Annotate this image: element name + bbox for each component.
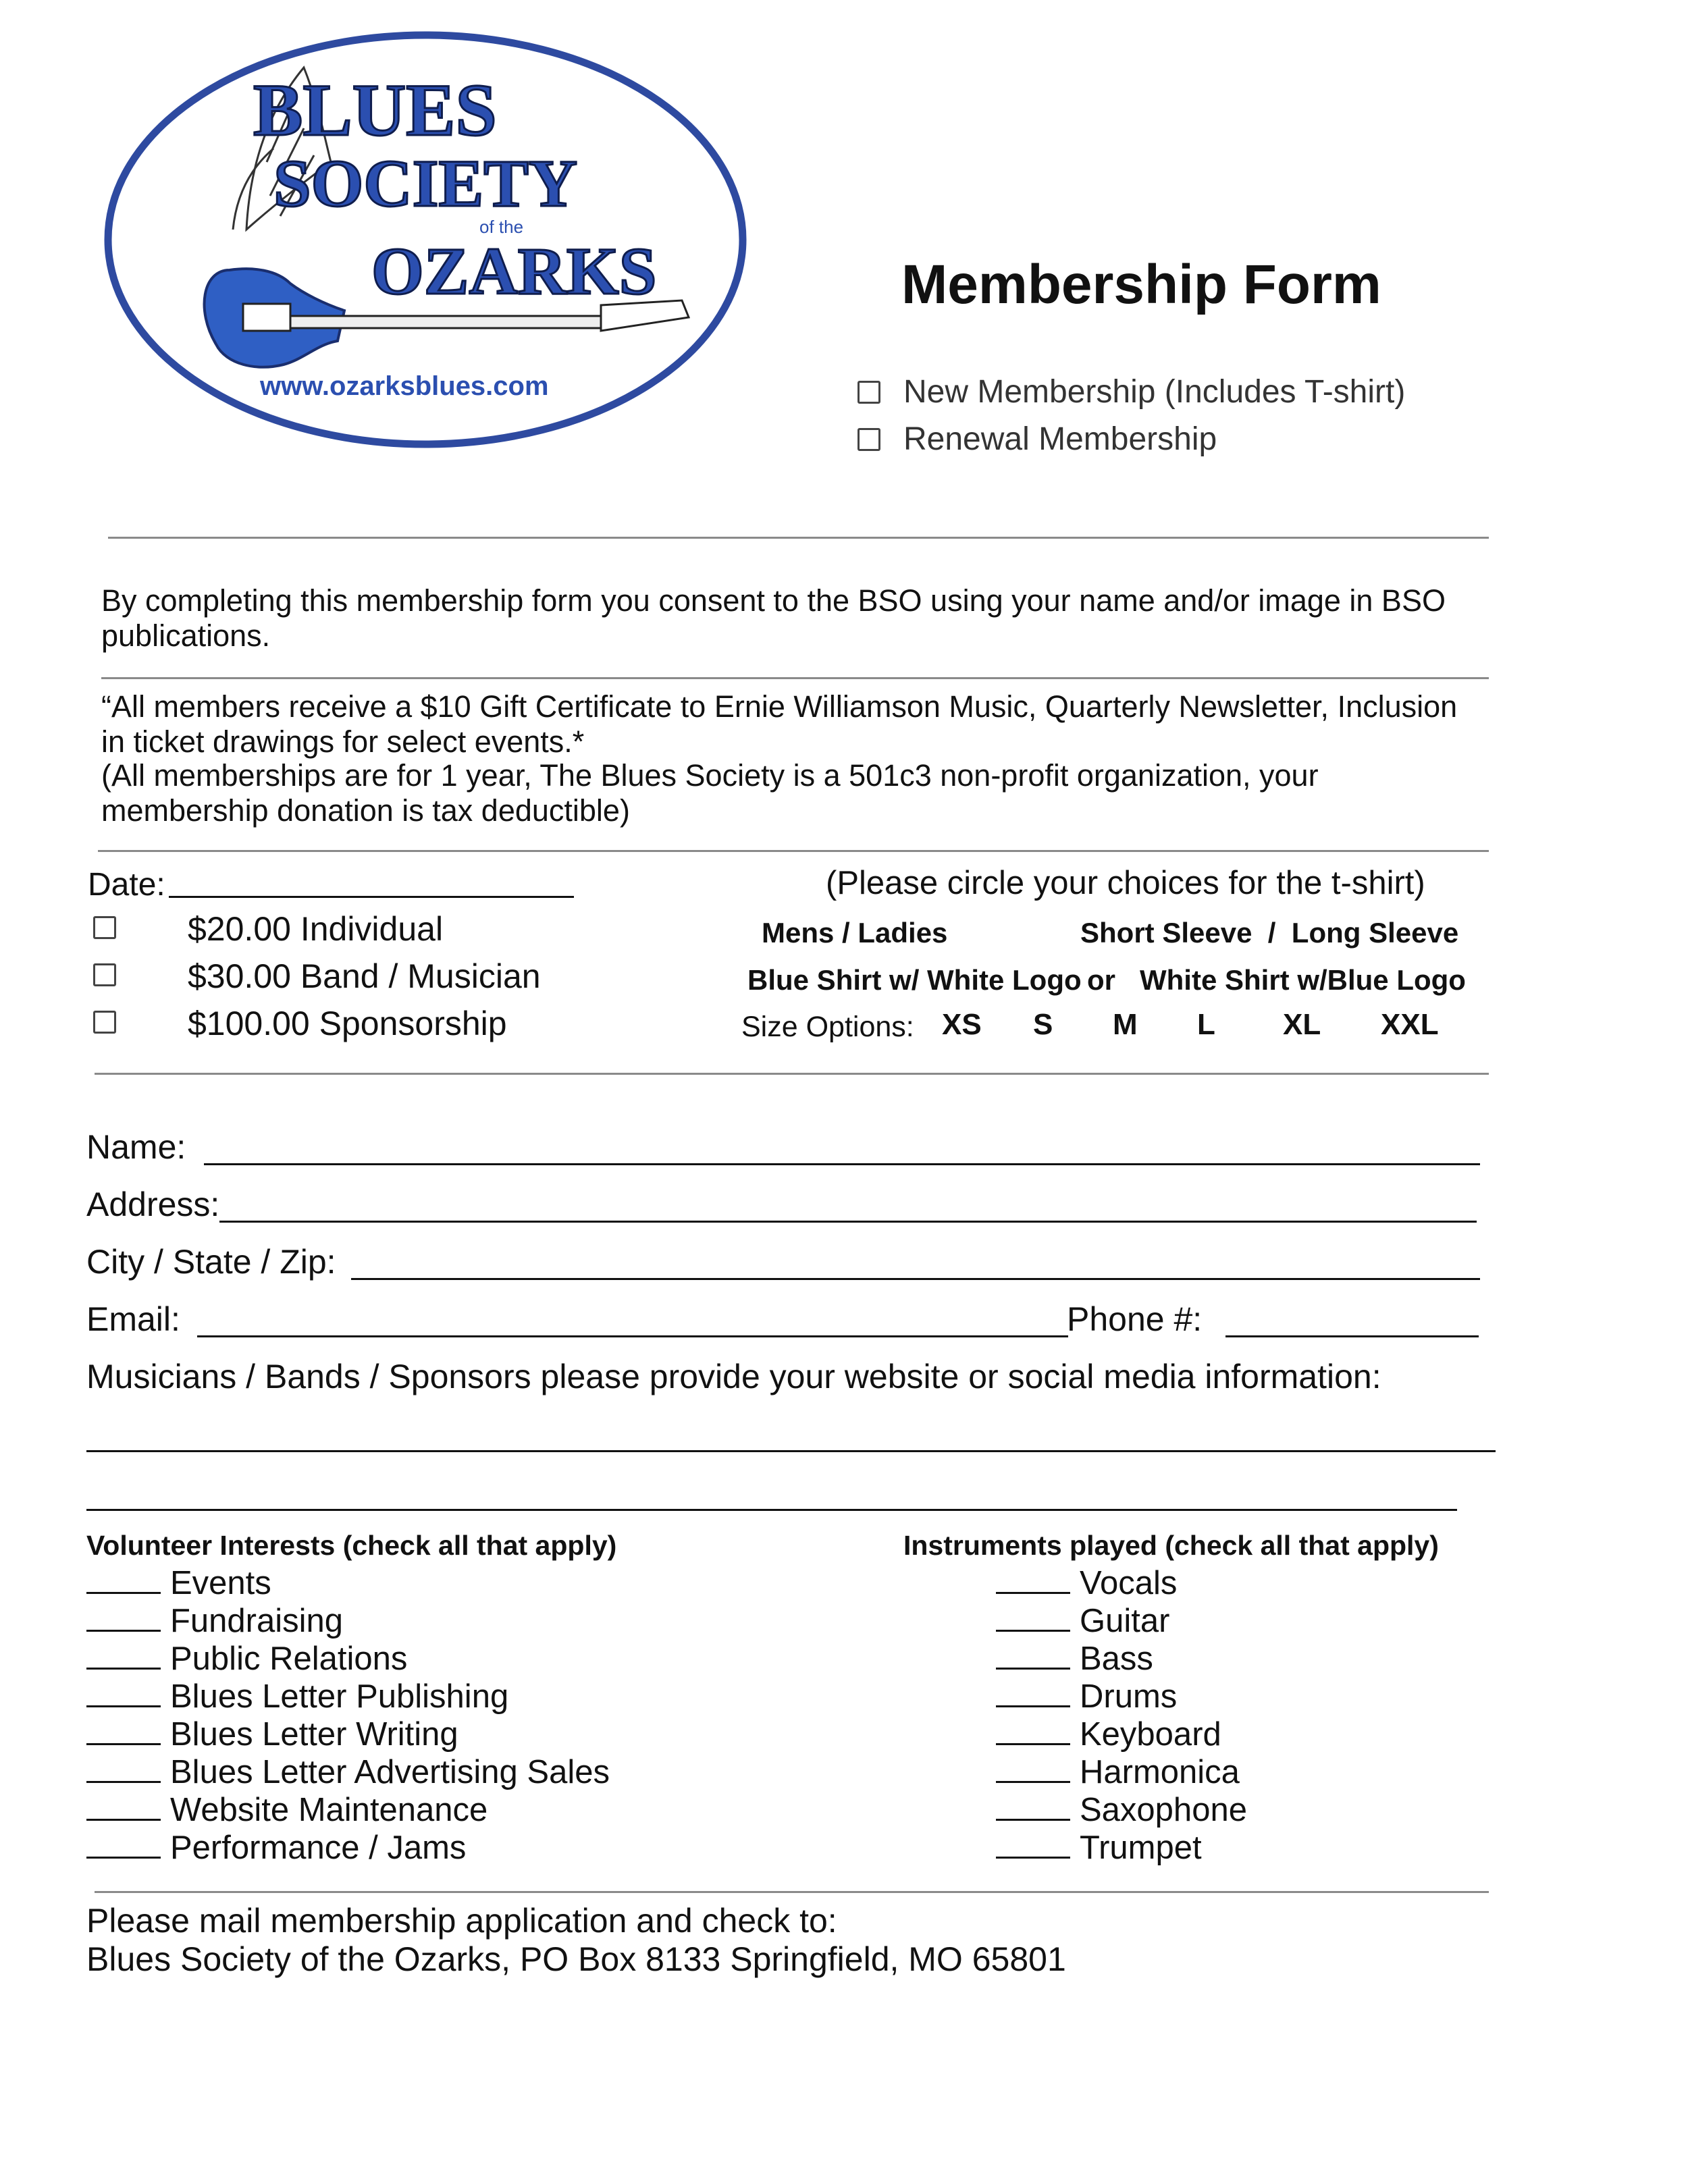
divider xyxy=(108,537,1489,539)
volunteer-item[interactable]: Blues Letter Advertising Sales xyxy=(86,1753,610,1791)
phone-label: Phone #: xyxy=(1067,1300,1203,1338)
size-l[interactable]: L xyxy=(1197,1008,1215,1041)
address-input[interactable] xyxy=(219,1221,1477,1223)
date-label: Date: xyxy=(88,867,165,903)
logo-line4: OZARKS xyxy=(371,234,657,309)
instrument-item[interactable]: Harmonica xyxy=(996,1753,1240,1791)
consent-text: By completing this membership form you consent to the BSO using your name and/or image in BSO publications. xyxy=(101,583,1446,653)
divider xyxy=(101,677,1489,679)
tshirt-color-b[interactable]: White Shirt w/Blue Logo xyxy=(1140,964,1466,996)
mail-address: Blues Society of the Ozarks, PO Box 8133 Springfield, MO 65801 xyxy=(86,1940,1066,1978)
instrument-item[interactable]: Vocals xyxy=(996,1564,1177,1602)
volunteer-item[interactable]: Website Maintenance xyxy=(86,1790,487,1829)
size-options-label: Size Options: xyxy=(741,1011,914,1043)
level-band-checkbox[interactable] xyxy=(93,963,116,986)
name-label: Name: xyxy=(86,1128,186,1166)
renewal-membership-label: Renewal Membership xyxy=(903,421,1217,457)
level-sponsorship-label: $100.00 Sponsorship xyxy=(188,1005,507,1042)
phone-input[interactable] xyxy=(1225,1335,1479,1337)
city-label: City / State / Zip: xyxy=(86,1243,336,1281)
tshirt-sleeve[interactable]: Short Sleeve / Long Sleeve xyxy=(1080,917,1459,949)
level-individual-label: $20.00 Individual xyxy=(188,910,444,948)
social-input-line2[interactable] xyxy=(86,1509,1457,1511)
volunteer-item[interactable]: Blues Letter Writing xyxy=(86,1715,458,1753)
check-blank[interactable] xyxy=(86,1828,161,1859)
instrument-item[interactable]: Bass xyxy=(996,1639,1153,1678)
tshirt-instruction: (Please circle your choices for the t-shirt) xyxy=(826,865,1425,901)
tshirt-or: or xyxy=(1087,964,1115,996)
social-input-line1[interactable] xyxy=(86,1450,1496,1452)
new-membership-label: New Membership (Includes T-shirt) xyxy=(903,374,1406,410)
volunteer-heading: Volunteer Interests (check all that apply) xyxy=(86,1530,617,1561)
logo-website: www.ozarksblues.com xyxy=(260,371,549,401)
social-label: Musicians / Bands / Sponsors please provide your website or social media information: xyxy=(86,1358,1381,1395)
level-band-label: $30.00 Band / Musician xyxy=(188,957,541,995)
level-sponsorship-checkbox[interactable] xyxy=(93,1011,116,1034)
date-input[interactable] xyxy=(169,896,574,898)
instrument-item[interactable]: Saxophone xyxy=(996,1790,1247,1829)
check-blank[interactable] xyxy=(996,1564,1070,1594)
volunteer-item[interactable]: Events xyxy=(86,1564,271,1602)
volunteer-item[interactable]: Fundraising xyxy=(86,1601,343,1640)
check-blank[interactable] xyxy=(86,1639,161,1670)
new-membership-checkbox[interactable] xyxy=(858,381,880,404)
divider xyxy=(98,850,1489,852)
logo-line1: BLUES xyxy=(253,69,497,151)
page-title: Membership Form xyxy=(901,254,1381,315)
divider xyxy=(95,1891,1489,1893)
name-input[interactable] xyxy=(204,1163,1480,1165)
instrument-item[interactable]: Keyboard xyxy=(996,1715,1221,1753)
check-blank[interactable] xyxy=(996,1601,1070,1632)
logo-line2: SOCIETY xyxy=(273,146,578,221)
check-blank[interactable] xyxy=(996,1715,1070,1745)
address-label: Address: xyxy=(86,1186,220,1223)
instrument-item[interactable]: Guitar xyxy=(996,1601,1169,1640)
check-blank[interactable] xyxy=(996,1677,1070,1707)
level-individual-checkbox[interactable] xyxy=(93,916,116,939)
check-blank[interactable] xyxy=(996,1790,1070,1821)
tax-text: (All memberships are for 1 year, The Blues Society is a 501c3 non-profit organization, your membership donation is tax deductible) xyxy=(101,758,1319,828)
tshirt-color-a[interactable]: Blue Shirt w/ White Logo xyxy=(747,964,1082,996)
check-blank[interactable] xyxy=(996,1753,1070,1783)
check-blank[interactable] xyxy=(996,1639,1070,1670)
size-xs[interactable]: XS xyxy=(942,1008,982,1041)
volunteer-item[interactable]: Public Relations xyxy=(86,1639,407,1678)
check-blank[interactable] xyxy=(996,1828,1070,1859)
check-blank[interactable] xyxy=(86,1677,161,1707)
volunteer-item[interactable]: Blues Letter Publishing xyxy=(86,1677,508,1715)
benefits-text: “All members receive a $10 Gift Certificate to Ernie Williamson Music, Quarterly Newsletter, Inclusion in ticket drawings for select events.* xyxy=(101,689,1458,759)
check-blank[interactable] xyxy=(86,1790,161,1821)
size-s[interactable]: S xyxy=(1033,1008,1053,1041)
logo-line3: of the xyxy=(479,217,524,237)
divider xyxy=(95,1073,1489,1075)
instrument-item[interactable]: Trumpet xyxy=(996,1828,1202,1867)
logo xyxy=(101,27,749,452)
volunteer-item[interactable]: Performance / Jams xyxy=(86,1828,466,1867)
renewal-membership-checkbox[interactable] xyxy=(858,428,880,451)
size-m[interactable]: M xyxy=(1113,1008,1138,1041)
city-input[interactable] xyxy=(351,1278,1480,1280)
check-blank[interactable] xyxy=(86,1601,161,1632)
check-blank[interactable] xyxy=(86,1715,161,1745)
size-xxl[interactable]: XXL xyxy=(1381,1008,1439,1041)
instrument-item[interactable]: Drums xyxy=(996,1677,1177,1715)
tshirt-gender[interactable]: Mens / Ladies xyxy=(762,917,948,949)
check-blank[interactable] xyxy=(86,1753,161,1783)
size-xl[interactable]: XL xyxy=(1283,1008,1321,1041)
check-blank[interactable] xyxy=(86,1564,161,1594)
mail-instruction: Please mail membership application and check to: xyxy=(86,1902,837,1940)
email-label: Email: xyxy=(86,1300,180,1338)
instruments-heading: Instruments played (check all that apply) xyxy=(903,1530,1439,1561)
email-input[interactable] xyxy=(197,1335,1068,1337)
